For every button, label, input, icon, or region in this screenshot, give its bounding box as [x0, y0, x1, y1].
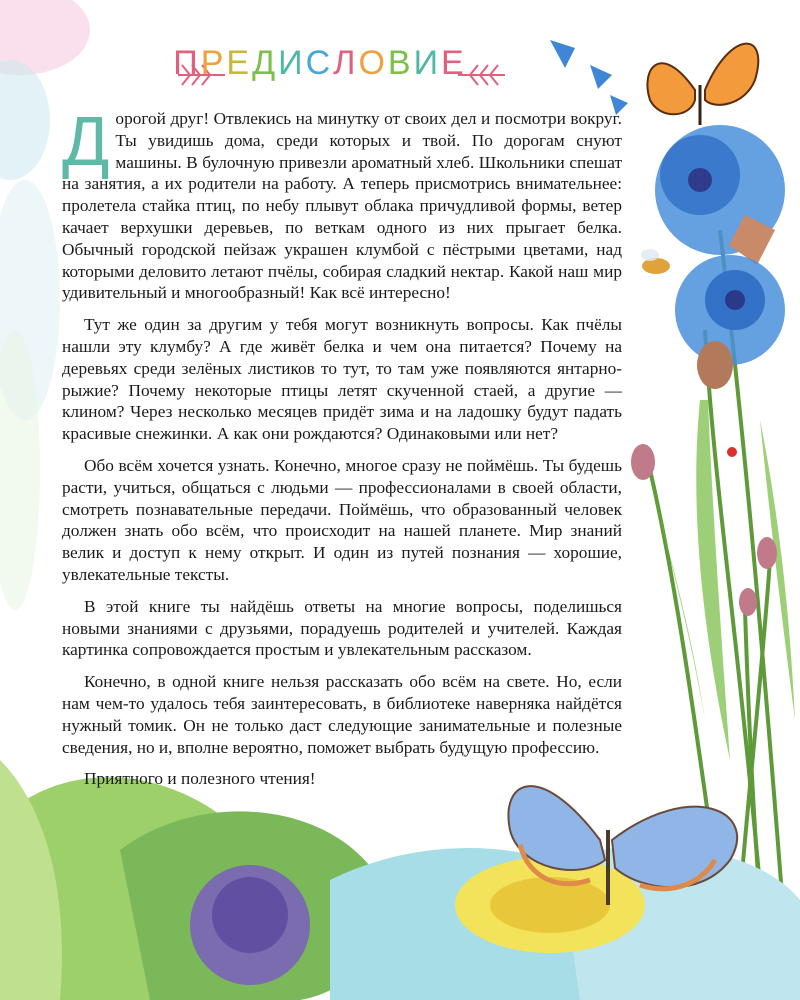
ladybug-icon: [727, 447, 737, 457]
title-letter-1: П: [173, 44, 201, 82]
title-letter-8: О: [358, 44, 388, 82]
title-letter-5: И: [278, 44, 306, 82]
title-letter-2: Р: [200, 44, 227, 82]
grass-leaves-right: [640, 400, 795, 760]
paragraph-2: Тут же один за другим у тебя могут возникнуть вопросы. Как пчёлы нашли эту клумбу? А где живёт белка и чем она питается? Почему на деревьях среди зелёных листиков то тут, то там уже появляются янтарно-рыжие? Почему некоторые птицы летят скученной стаей, а другие — клином? Через несколько месяцев придёт зима и на ладошку будут падать красивые снежинки. А как они рождаются? Одинаковыми или нет?: [62, 315, 622, 444]
drop-cap: Д: [62, 102, 110, 180]
preface-text: [62, 102, 622, 800]
title-letter-4: Д: [252, 44, 279, 82]
paragraph-1: [62, 102, 622, 304]
paragraph-4: В этой книге ты найдёшь ответы на многие вопросы, поделишься новыми знаниями с друзьями, порадуешь родителей и учителей. Каждая картинка сопровождается простым и увлекательным рассказом.: [62, 596, 622, 660]
title-letter-10: И: [413, 44, 442, 82]
clover-flower: [190, 865, 310, 985]
bee-icon: [641, 249, 670, 274]
cornflower-middle: [675, 255, 785, 389]
orange-butterfly: [647, 44, 758, 125]
paragraph-5: Конечно, в одной книге нельзя рассказать обо всём на свете. Но, если нам чем-то удалось тебя заинтересовать, в библиотеке наверняка найдётся нужный томик. Он не только даст следующие занимательные и полезные сведения, но и, вполне вероятно, поможет выбрать будущую профессию.: [62, 672, 622, 757]
title-letter-7: Л: [333, 44, 359, 82]
paragraph-1-text: орогой друг! Отвлекись на минутку от своих дел и посмотри вокруг. Ты увидишь дома, среди которых и твой. По дорогам снуют машины. В булочную привезли ароматный хлеб. Школьники спешат на занятия, а их родители на работу. А теперь присмотрись внимательнее: пролетела стайка птиц, по небу плывут облака причудливой формы, ветер качает верхушки деревьев, по веткам одного из них прыгает белка. Обычный городской пейзаж украшен клумбой с пёстрыми цветами, над которыми деловито летают пчёлы, собирая сладкий нектар. Какой наш мир удивительный и многообразный! Как всё интересно!: [62, 109, 622, 303]
paragraph-6: Приятного и полезного чтения!: [84, 769, 316, 789]
title-letter-3: Е: [226, 44, 253, 82]
title-letter-6: С: [305, 44, 334, 82]
paragraph-3: Обо всём хочется узнать. Конечно, многое сразу не поймёшь. Ты будешь расти, учиться, общаться с людьми — профессионалами в своей области, смотреть познавательные передачи. Поймёшь, что образованный человек должен знать обо всём, что происходит на нашей планете. Мир знаний велик и доступ к нему открыт. И один из путей познания — хорошие, увлекательные тексты.: [62, 455, 622, 584]
page-title: [0, 44, 640, 83]
title-letter-9: В: [387, 44, 414, 82]
daisy-center: [455, 857, 645, 953]
cornflower-top: [655, 125, 785, 265]
title-letter-11: Е: [441, 44, 467, 82]
